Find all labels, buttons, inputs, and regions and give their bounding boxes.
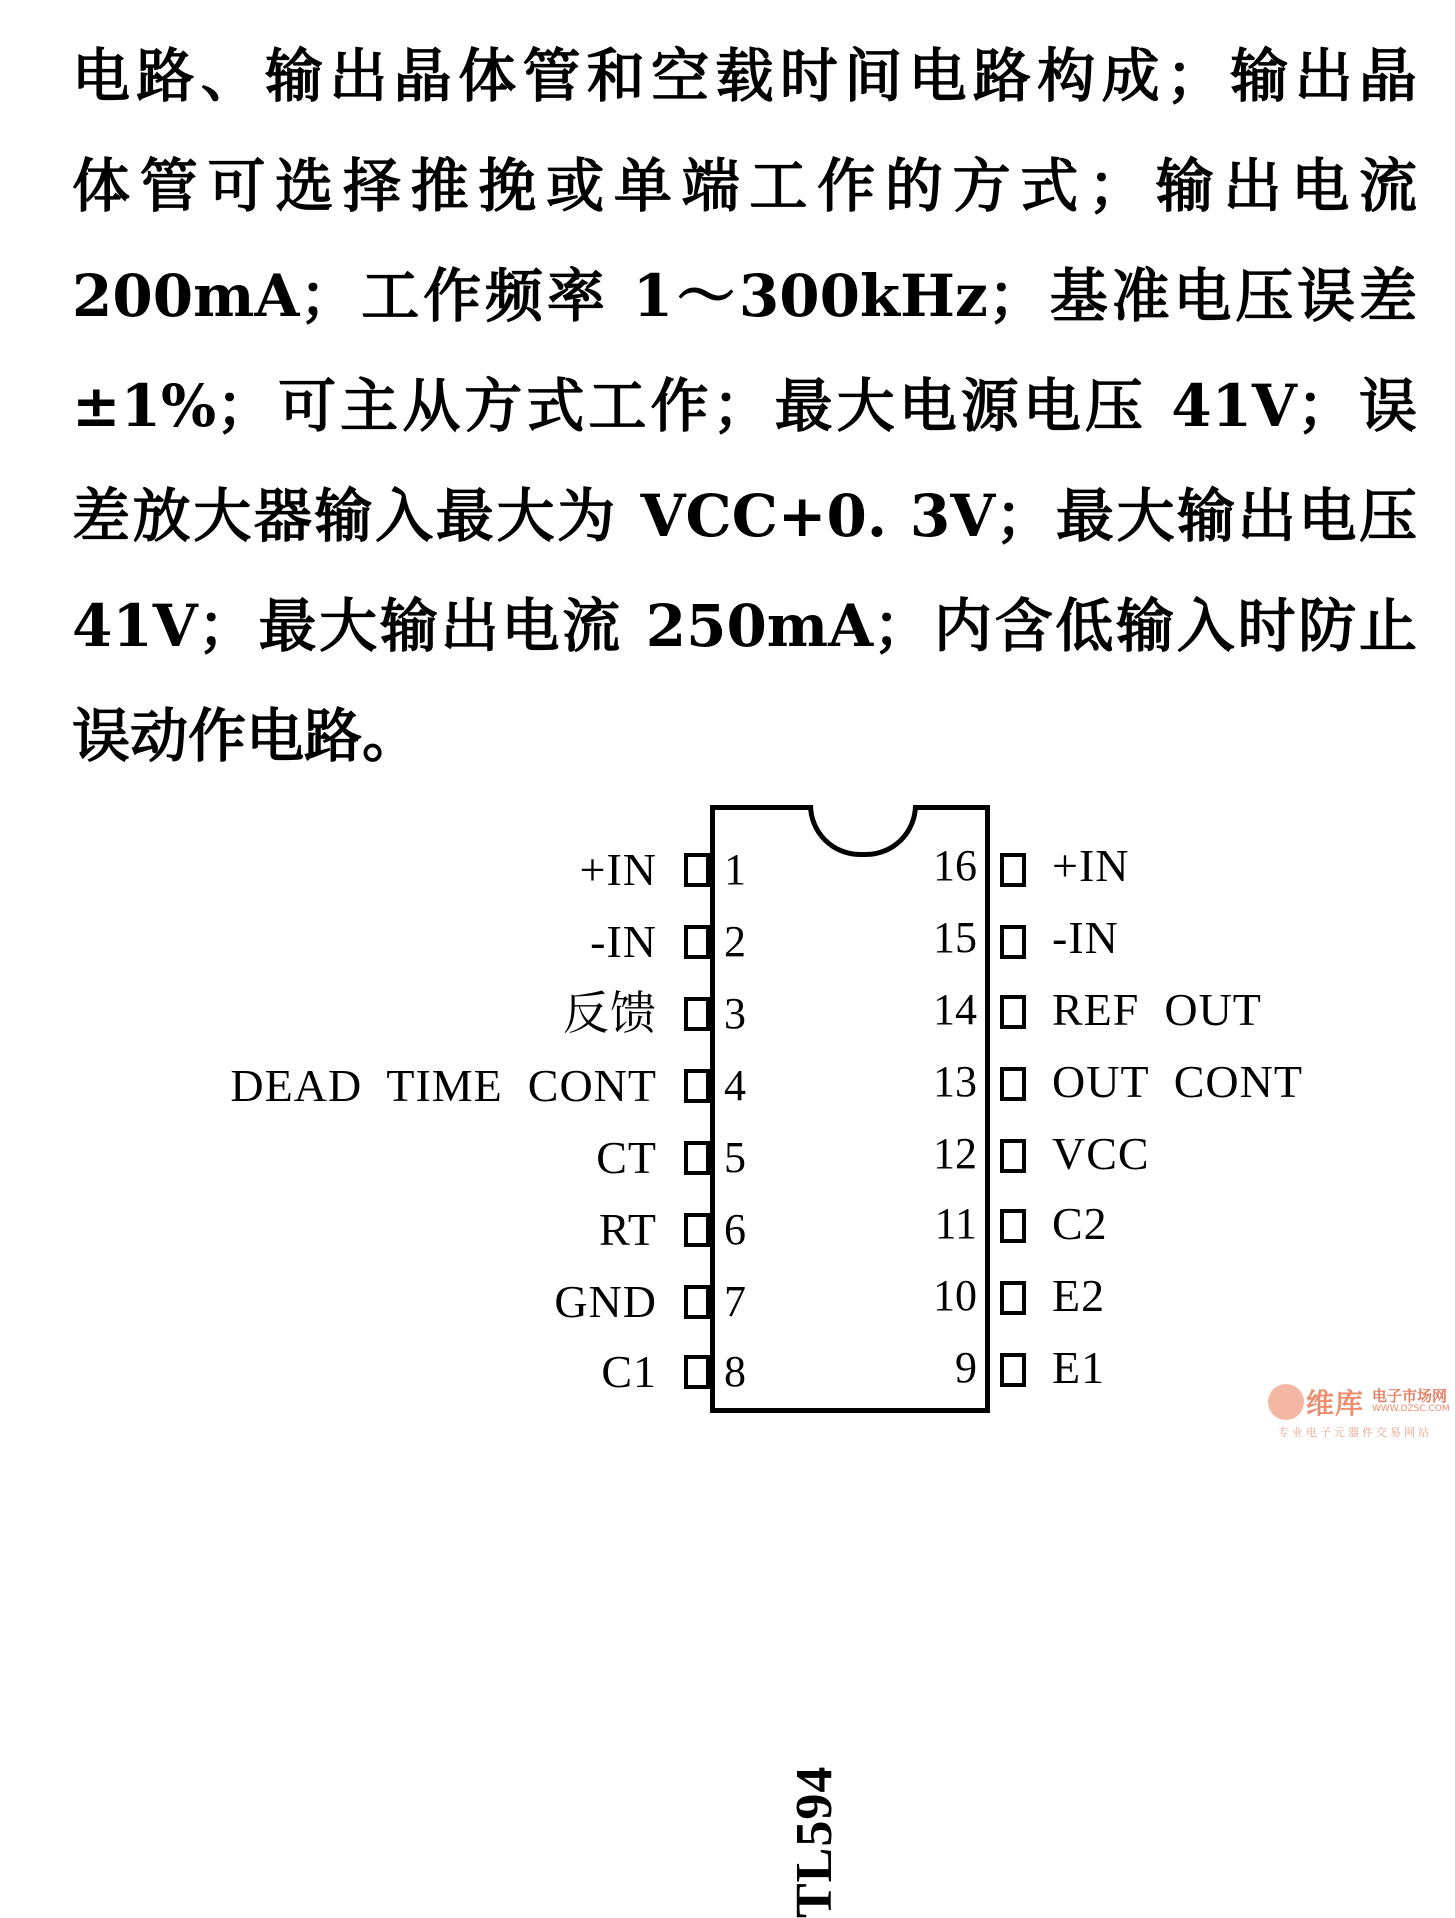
paragraph-line: 200mA；工作频率 1～300kHz；基准电压误差 — [72, 262, 1417, 330]
pin-number-10: 10 — [933, 1271, 977, 1320]
logo-subtitle: 专业电子元器件交易网站 — [1278, 1426, 1432, 1439]
paragraph-line: ±1%；可主从方式工作；最大电源电压 41V；误 — [72, 372, 1417, 440]
pin-label-1: +IN — [579, 844, 657, 895]
pin-number-2: 2 — [724, 917, 746, 966]
pin-number-14: 14 — [933, 985, 977, 1034]
pin-label-6: RT — [598, 1204, 657, 1255]
pin-label-14: REF OUT — [1052, 984, 1262, 1035]
logo-icon — [1268, 1384, 1304, 1420]
ic-package-body — [710, 805, 990, 1918]
pin-pad-14 — [1000, 995, 1026, 1029]
paragraph-line: 41V；最大输出电流 250mA；内含低输入时防止 — [72, 592, 1417, 660]
pin-number-11: 11 — [934, 1199, 977, 1248]
pin-pad-16 — [1000, 853, 1026, 887]
pin-number-16: 16 — [933, 841, 977, 890]
pin-number-1: 1 — [724, 845, 746, 894]
pin-pad-8 — [684, 1355, 710, 1389]
pin-pad-11 — [1000, 1209, 1026, 1243]
pin-number-6: 6 — [724, 1205, 746, 1254]
logo-url: WWW.DZSC.COM — [1372, 1404, 1450, 1414]
pin-label-7: GND — [554, 1276, 657, 1327]
pin-label-11: C2 — [1052, 1198, 1108, 1249]
logo-slogan: 电子市场网 — [1372, 1387, 1448, 1405]
pin-number-12: 12 — [933, 1129, 977, 1178]
pin-label-8: C1 — [601, 1346, 657, 1397]
pin-label-12: VCC — [1052, 1128, 1150, 1179]
pin-number-8: 8 — [724, 1347, 746, 1396]
pin-number-4: 4 — [724, 1061, 746, 1110]
pin-pad-10 — [1000, 1281, 1026, 1315]
pin1-notch — [808, 805, 918, 857]
pin-pad-1 — [684, 853, 710, 887]
pin-label-13: OUT CONT — [1052, 1056, 1303, 1107]
pin-label-3: 反馈 — [563, 988, 657, 1039]
paragraph-line: 体管可选择推挽或单端工作的方式；输出电流 — [72, 152, 1417, 220]
pin-pad-9 — [1000, 1353, 1026, 1387]
pin-pad-7 — [684, 1285, 710, 1319]
pin-number-9: 9 — [955, 1343, 977, 1392]
pin-label-10: E2 — [1052, 1270, 1106, 1321]
pin-label-9: E1 — [1052, 1342, 1106, 1393]
pin-number-7: 7 — [724, 1277, 746, 1326]
pin-pad-13 — [1000, 1067, 1026, 1101]
pin-number-5: 5 — [724, 1133, 746, 1182]
pin-number-3: 3 — [724, 989, 746, 1038]
pin-pad-6 — [684, 1213, 710, 1247]
pin-number-15: 15 — [933, 913, 977, 962]
pin-pad-5 — [684, 1141, 710, 1175]
pin-label-4: DEAD TIME CONT — [230, 1060, 657, 1111]
pin-pad-15 — [1000, 925, 1026, 959]
pin-label-16: +IN — [1052, 840, 1130, 891]
pin-label-2: -IN — [590, 916, 657, 967]
logo-brand: 维库 — [1306, 1387, 1365, 1420]
paragraph-line: 电路、输出晶体管和空载时间电路构成；输出晶 — [72, 42, 1417, 110]
part-number-label: TL594 — [786, 1765, 843, 1918]
paragraph-line: 误动作电路。 — [72, 702, 421, 770]
description-paragraph — [72, 28, 1417, 798]
pin-number-13: 13 — [933, 1057, 977, 1106]
pin-label-15: -IN — [1052, 912, 1119, 963]
pin-pad-3 — [684, 997, 710, 1031]
paragraph-line: 差放大器输入最大为 VCC+0. 3V；最大输出电压 — [72, 482, 1417, 550]
pin-pad-4 — [684, 1069, 710, 1103]
pin-pad-2 — [684, 925, 710, 959]
pin-label-5: CT — [596, 1132, 657, 1183]
pin-pad-12 — [1000, 1139, 1026, 1173]
watermark-logo — [1268, 1382, 1453, 1438]
